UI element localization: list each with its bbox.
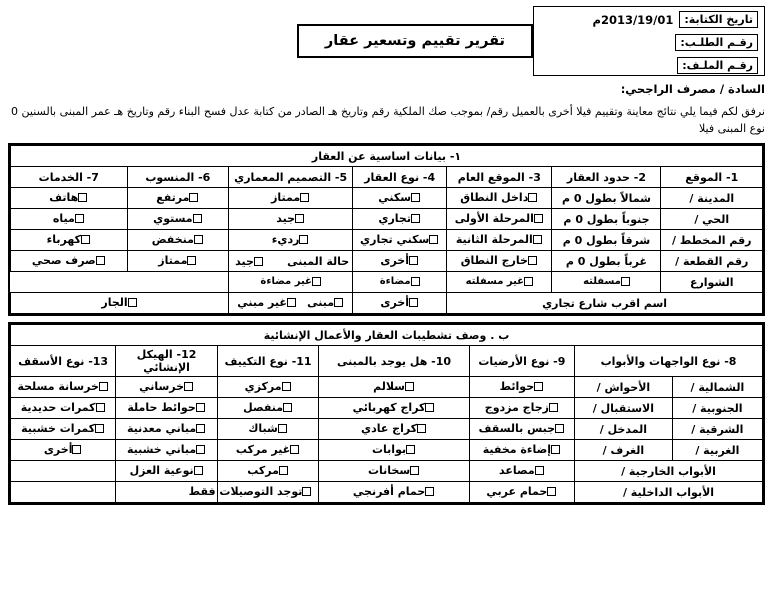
cell-entrance: المدخل / [575, 419, 673, 440]
option-ceiling-steel-beams[interactable]: كمرات حديدية [11, 398, 116, 419]
cell-facade-north: الشمالية / [672, 377, 762, 398]
table-row [11, 209, 763, 230]
cell-facade-south: الجنوبية / [672, 398, 762, 419]
option-service-phone[interactable]: هاتف [11, 188, 128, 209]
checkbox-icon[interactable] [528, 193, 537, 202]
header-field-file-no-label: رقـم الملـف: [677, 57, 758, 74]
header-field-request-no [540, 34, 758, 51]
checkbox-icon[interactable] [290, 445, 299, 454]
col-header-floors: 9- نوع الأرضيات [469, 346, 574, 377]
col-header-general-location: 3- الموقع العام [447, 167, 552, 188]
option-ac-not-installed[interactable]: غير مركب [217, 440, 319, 461]
option-has-stairs[interactable]: سلالم [319, 377, 469, 398]
table-row [11, 398, 763, 419]
option-ac-window[interactable]: شباك [217, 419, 319, 440]
table-header-row [11, 346, 763, 377]
checkbox-icon[interactable] [528, 256, 537, 265]
section-finishes [8, 322, 765, 505]
checkbox-icon[interactable] [547, 487, 556, 496]
cell-exterior-doors: الأبواب الخارجية / [575, 461, 763, 482]
cell-plan-no: رقم المخطط / [661, 230, 763, 251]
cell-facade-west: الغربية / [672, 440, 762, 461]
col-header-services: 7- الخدمات [11, 167, 128, 188]
option-service-electricity[interactable]: كهرباء [11, 230, 128, 251]
checkbox-icon[interactable] [410, 466, 419, 475]
option-has-normal-garage[interactable]: كراج عادي [319, 419, 469, 440]
checkbox-icon[interactable] [425, 403, 434, 412]
option-has-gates[interactable]: بوابات [319, 440, 469, 461]
col-header-boundaries: 2- حدود العقار [552, 167, 661, 188]
checkbox-icon[interactable] [287, 298, 296, 307]
checkbox-icon[interactable] [534, 382, 543, 391]
checkbox-icon[interactable] [99, 382, 108, 391]
checkbox-icon[interactable] [417, 424, 426, 433]
checkbox-icon[interactable] [279, 466, 288, 475]
option-has-heaters[interactable]: سخانات [319, 461, 469, 482]
checkbox-icon[interactable] [96, 256, 105, 265]
option-outside-scope[interactable]: خارج النطاق [447, 251, 552, 272]
cell-city: المدينة / [661, 188, 763, 209]
page-title: تقرير تقييم وتسعير عقار [297, 24, 533, 58]
option-connections-only[interactable]: توجد التوصيلات فقط [217, 482, 319, 503]
checkbox-icon[interactable] [78, 193, 87, 202]
option-level-high[interactable]: مرتفع [127, 188, 229, 209]
cell-facade-east: الشرقية / [672, 419, 762, 440]
checkbox-icon[interactable] [533, 235, 542, 244]
section-basic-data-table [10, 145, 763, 314]
header-field-file-no [540, 57, 758, 74]
section-basic-data [8, 143, 765, 316]
option-has-electric-garage[interactable]: كراج كهربائي [319, 398, 469, 419]
checkbox-icon[interactable] [551, 445, 560, 454]
cell-north-length: شمالاً بطول 0 م [552, 188, 661, 209]
document-header [8, 6, 765, 80]
col-header-structure: 12- الهيكل الإنشائي [116, 346, 218, 377]
checkbox-icon[interactable] [194, 235, 203, 244]
checkbox-icon[interactable] [189, 193, 198, 202]
option-structure-concrete[interactable]: خرساني [116, 377, 218, 398]
checkbox-icon[interactable] [295, 214, 304, 223]
checkbox-icon[interactable] [95, 424, 104, 433]
checkbox-icon[interactable] [334, 298, 343, 307]
table-row [11, 440, 763, 461]
cell-south-length: جنوباً بطول 0 م [552, 209, 661, 230]
col-header-property-type: 4- نوع العقار [353, 167, 447, 188]
checkbox-icon[interactable] [534, 214, 543, 223]
checkbox-icon[interactable] [194, 466, 203, 475]
checkbox-icon[interactable] [549, 403, 558, 412]
table-row [11, 419, 763, 440]
cell-district: الحي / [661, 209, 763, 230]
option-design-excellent[interactable]: ممتاز [229, 188, 353, 209]
option-structure-wood[interactable]: مباني خشبية [116, 440, 218, 461]
table-row [11, 188, 763, 209]
checkbox-icon[interactable] [621, 277, 630, 286]
option-structure-load-bearing-walls[interactable]: حوائط حاملة [116, 398, 218, 419]
checkbox-icon[interactable] [406, 445, 415, 454]
checkbox-icon[interactable] [254, 257, 263, 266]
streets-label: الشوارع [689, 275, 734, 289]
section1-title: ١- بيانات اساسية عن العقار [11, 146, 763, 167]
section-finishes-table [10, 324, 763, 503]
option-commercial[interactable]: تجاري [353, 209, 447, 230]
option-arabic-bathroom[interactable]: حمام عربي [469, 482, 574, 503]
checkbox-icon[interactable] [282, 382, 291, 391]
checkbox-icon[interactable] [193, 214, 202, 223]
option-residential[interactable]: سكني [353, 188, 447, 209]
option-phase-one[interactable]: المرحلة الأولى [447, 209, 552, 230]
checkbox-icon[interactable] [196, 445, 205, 454]
streets-options-cell[interactable] [661, 272, 763, 293]
checkbox-icon[interactable] [187, 256, 196, 265]
table-row [11, 482, 763, 503]
checkbox-icon[interactable] [409, 256, 418, 265]
option-condition-excellent[interactable]: ممتاز [127, 251, 229, 272]
intro-body: نرفق لكم فيما يلي نتائج معاينة وتقييم فيلا أخرى بالعميل رقم/ بموجب صك الملكية رقم وتاريخ هـ الصادر من كتابة عدل فسح البناء رقم وتاريخ هـ عمر المبنى بالسنين 0 نوع المبنى فيلا [11, 105, 765, 136]
street-option-unlit[interactable]: غير مضاءة [229, 272, 353, 293]
option-ac-central[interactable]: مركزي [217, 377, 319, 398]
option-double-glazing[interactable]: زجاج مزدوج [469, 398, 574, 419]
header-field-date [540, 11, 758, 28]
option-ac-installed[interactable]: مركب [217, 461, 319, 482]
col-header-facades-doors: 8- نوع الواجهات والأبواب [575, 346, 763, 377]
checkbox-icon[interactable] [96, 403, 105, 412]
option-residential-commercial[interactable]: سكني تجاري [353, 230, 447, 251]
checkbox-icon[interactable] [299, 235, 308, 244]
cell-empty-3 [11, 482, 116, 503]
checkbox-icon[interactable] [81, 235, 90, 244]
cell-courtyards: الأحواش / [575, 377, 673, 398]
checkbox-icon[interactable] [128, 298, 137, 307]
cell-west-length: غرباً بطول 0 م [552, 251, 661, 272]
section2-title: ب . وصف تشطيبات العقار والأعمال الإنشائية [11, 325, 763, 346]
checkbox-icon[interactable] [196, 403, 205, 412]
option-service-sewage[interactable]: صرف صحي [11, 251, 128, 272]
intro-addressee: السادة / مصرف الراجحي: [620, 82, 765, 96]
option-has-elevators[interactable]: مصاعد [469, 461, 574, 482]
col-header-building-has: 10- هل يوجد بالمبنى [319, 346, 469, 377]
option-other-type[interactable]: أخرى [353, 251, 447, 272]
checkbox-icon[interactable] [302, 487, 311, 496]
option-hidden-lighting[interactable]: إضاءة مخفية [469, 440, 574, 461]
street-option-paved[interactable]: مسفلته [552, 272, 661, 293]
checkbox-icon[interactable] [300, 193, 309, 202]
table-header-row [11, 167, 763, 188]
building-condition-label: حالة المبنى [287, 254, 350, 268]
checkbox-icon[interactable] [409, 298, 418, 307]
cell-building-condition[interactable] [229, 251, 353, 272]
col-header-location: 1- الموقع [661, 167, 763, 188]
checkbox-icon[interactable] [184, 382, 193, 391]
option-gypsum-ceiling[interactable]: جبس بالسقف [469, 419, 574, 440]
table-row [11, 377, 763, 398]
option-structure-metal[interactable]: مباني معدنية [116, 419, 218, 440]
cell-rooms: الغرف / [575, 440, 673, 461]
header-field-request-no-label: رقـم الطلـب: [675, 34, 758, 51]
cell-reception: الاستقبال / [575, 398, 673, 419]
cell-interior-doors: الأبواب الداخلية / [575, 482, 763, 503]
section-title-row [11, 325, 763, 346]
cell-east-length: شرقاً بطول 0 م [552, 230, 661, 251]
checkbox-icon[interactable] [405, 382, 414, 391]
option-level-flat[interactable]: مستوي [127, 209, 229, 230]
checkbox-icon[interactable] [535, 466, 544, 475]
checkbox-icon[interactable] [524, 277, 533, 286]
checkbox-icon[interactable] [72, 445, 81, 454]
checkbox-icon[interactable] [429, 235, 438, 244]
option-inside-scope[interactable]: داخل النطاق [447, 188, 552, 209]
neighbor-option-other[interactable]: أخرى [353, 293, 447, 314]
col-header-level: 6- المنسوب [127, 167, 229, 188]
option-ceiling-wood-beams[interactable]: كمرات خشبية [11, 419, 116, 440]
option-phase-two[interactable]: المرحلة الثانية [447, 230, 552, 251]
checkbox-icon[interactable] [75, 214, 84, 223]
street-option-unpaved[interactable]: غير مسفلته [447, 272, 552, 293]
option-ac-split[interactable]: منفصل [217, 398, 319, 419]
nearest-commercial-street: اسم اقرب شارع تجاري [447, 293, 763, 314]
header-info-box [533, 6, 765, 76]
checkbox-icon[interactable] [283, 403, 292, 412]
option-floor-walls[interactable]: حوائط [469, 377, 574, 398]
option-ceiling-reinforced-concrete[interactable]: خرسانة مسلحة [11, 377, 116, 398]
col-header-ceilings: 13- نوع الأسقف [11, 346, 116, 377]
cell-parcel-no: رقم القطعة / [661, 251, 763, 272]
neighbor-option-jar[interactable]: الجار [11, 293, 229, 314]
checkbox-icon[interactable] [278, 424, 287, 433]
option-level-low[interactable]: منخفض [127, 230, 229, 251]
checkbox-icon[interactable] [425, 487, 434, 496]
table-row-streets [11, 272, 763, 293]
table-row [11, 461, 763, 482]
neighbor-option-nonbuilt[interactable]: مبنى غير مبني [229, 293, 353, 314]
section-title-row [11, 146, 763, 167]
streets-spacer-2 [11, 272, 128, 293]
street-option-lit[interactable]: مضاءة [353, 272, 447, 293]
option-service-water[interactable]: مياه [11, 209, 128, 230]
checkbox-icon[interactable] [411, 193, 420, 202]
cell-empty-1 [11, 461, 116, 482]
checkbox-icon[interactable] [555, 424, 564, 433]
option-western-bathroom[interactable]: حمام أفرنجي [319, 482, 469, 503]
checkbox-icon[interactable] [312, 277, 321, 286]
table-row-neighbor [11, 293, 763, 314]
checkbox-icon[interactable] [411, 277, 420, 286]
table-row [11, 230, 763, 251]
checkbox-icon[interactable] [196, 424, 205, 433]
option-design-poor[interactable]: رديء [229, 230, 353, 251]
streets-spacer-1 [127, 272, 229, 293]
option-design-good[interactable]: جيد [229, 209, 353, 230]
header-field-date-value: 2013/19/01م [592, 12, 674, 27]
option-insulation-type[interactable]: نوعية العزل [116, 461, 218, 482]
option-condition-good[interactable]: جيد [232, 255, 267, 268]
col-header-architecture: 5- التصميم المعماري [229, 167, 353, 188]
header-field-date-label: تاريخ الكتابة: [679, 11, 758, 28]
checkbox-icon[interactable] [411, 214, 420, 223]
table-row [11, 251, 763, 272]
option-ceiling-other[interactable]: أخرى [11, 440, 116, 461]
intro-block [8, 82, 765, 137]
col-header-ac-type: 11- نوع التكييف [217, 346, 319, 377]
